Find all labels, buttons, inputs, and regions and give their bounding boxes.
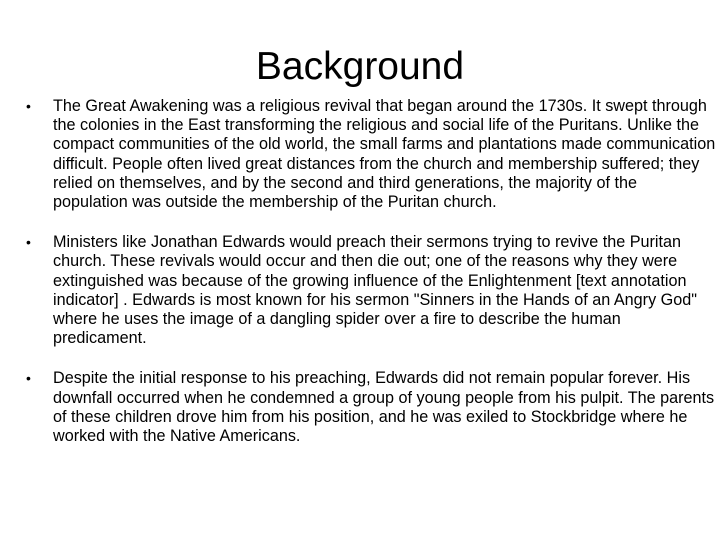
bullet-text: Despite the initial response to his preaching, Edwards did not remain popular forever. His downfall occurred when he condemned a group of young people from his pulpit. The parents of these children drove him from his position, and he was exiled to Stockbridge where he worked with the Native Americans.: [53, 369, 715, 446]
bullet-icon: •: [26, 98, 31, 114]
bullet-item-edwards-downfall: [26, 369, 716, 446]
bullet-text: The Great Awakening was a religious revival that began around the 1730s. It swept through the colonies in the East transforming the religious and social life of the Puritans. Unlike the compact communities of the old world, the small farms and plantations made communication difficult. People often lived great distances from the church and membership suffered; they relied on themselves, and by the second and third generations, the majority of the population was outside the membership of the Puritan church.: [53, 97, 716, 212]
bullet-icon: •: [26, 370, 31, 387]
bullet-list: [26, 97, 716, 467]
bullet-item-great-awakening: [26, 97, 716, 212]
slide-title: Background: [255, 45, 465, 88]
bullet-icon: •: [26, 234, 31, 251]
bullet-text: Ministers like Jonathan Edwards would preach their sermons trying to revive the Puritan church. These revivals would occur and then die out; one of the reasons why they were extinguished was because of the growing influence of the Enlightenment [text annotation indicator] . Edwards is most known for his sermon "Sinners in the Hands of an Angry God" where he uses the image of a dangling spider over a fire to describe the human predicament.: [53, 233, 698, 348]
bullet-item-jonathan-edwards: [26, 233, 716, 348]
